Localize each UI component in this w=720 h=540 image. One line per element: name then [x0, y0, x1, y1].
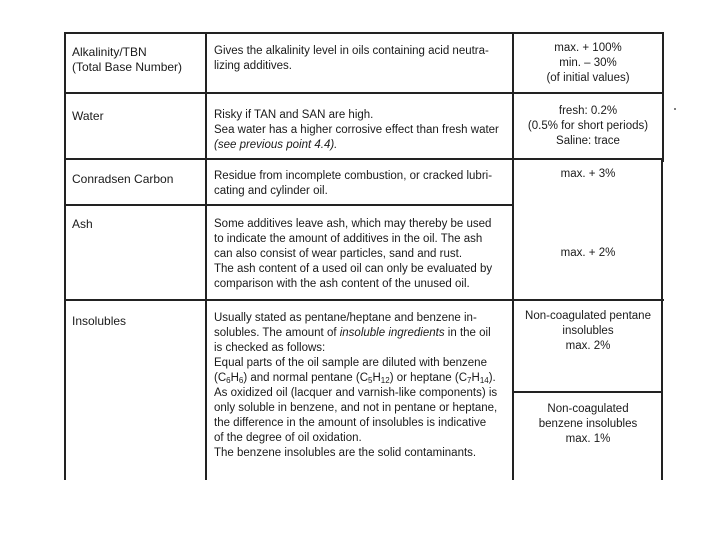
- parameter-water: Water: [72, 109, 104, 123]
- column-divider-1: [205, 32, 207, 480]
- limits-conradsen-carbon: max. + 3%: [560, 168, 616, 180]
- description-conradsen-carbon: Residue from incomplete combustion, or cracked lubri- cating and cylinder oil.: [214, 170, 493, 197]
- table-right-border-lower: [661, 160, 663, 480]
- row-divider-3: [64, 204, 514, 206]
- description-insolubles: Usually stated as pentane/heptane and benzene in- solubles. The amount of insoluble ingredients in the oil is checked as follows: Equal parts of the oil sample are diluted with benzene $(C_6H_6)$ and normal pentane $(C_5H_{12})$ or heptane $(C_7H_{14})$. As oxidized oil (lacquer and varnish-like components) is only soluble in benzene, and not in pentane or heptane, the difference in the amount of insolubles is indicative of the degree of oil oxidation. The benzene insolubles are the solid contaminants.: [214, 312, 498, 459]
- description-alkalinity: Gives the alkalinity level in oils containing acid neutra- lizing additives.: [214, 45, 489, 72]
- parameter-insolubles: Insolubles: [72, 314, 127, 328]
- parameter-conradsen-carbon: Conradsen Carbon: [72, 172, 174, 186]
- description-ash: Some additives leave ash, which may thereby be used to indicate the amount of additives in the oil. The ash can also consist of wear particles, sand and rust. The ash content of a used oil can only be evaluated by comparison with the ash content of the unused oil.: [214, 218, 493, 290]
- limits-ash: max. + 2%: [560, 247, 616, 259]
- row-divider-1: [64, 92, 664, 94]
- row-divider-4: [64, 299, 664, 301]
- limits-water: fresh: 0.2% (0.5% for short periods) Saline: trace: [527, 105, 649, 147]
- table-right-border: [662, 32, 664, 162]
- chemical-formula-line: $(C_6H_6)$ and normal pentane $(C_5H_{12})$ or heptane $(C_7H_{14})$.: [214, 372, 496, 385]
- parameter-alkalinity: Alkalinity/TBN (Total Base Number): [72, 45, 183, 74]
- row-divider-2: [64, 158, 664, 160]
- parameter-ash: Ash: [72, 217, 93, 231]
- table-left-border: [64, 32, 66, 480]
- limits-split-divider: [512, 391, 663, 393]
- limits-alkalinity: max. + 100% min. – 30% (of initial values): [546, 42, 630, 84]
- limits-insolubles-benzene: Non-coagulated benzene insolubles max. 1%: [538, 403, 638, 445]
- column-divider-2: [512, 32, 514, 480]
- limits-insolubles-pentane: Non-coagulated pentane insolubles max. 2%: [525, 310, 651, 352]
- scan-speck: [674, 108, 676, 110]
- table-top-border: [64, 32, 664, 34]
- description-water: Risky if TAN and SAN are high. Sea water has a higher corrosive effect than fresh water (see previous point 4.4).: [214, 109, 499, 151]
